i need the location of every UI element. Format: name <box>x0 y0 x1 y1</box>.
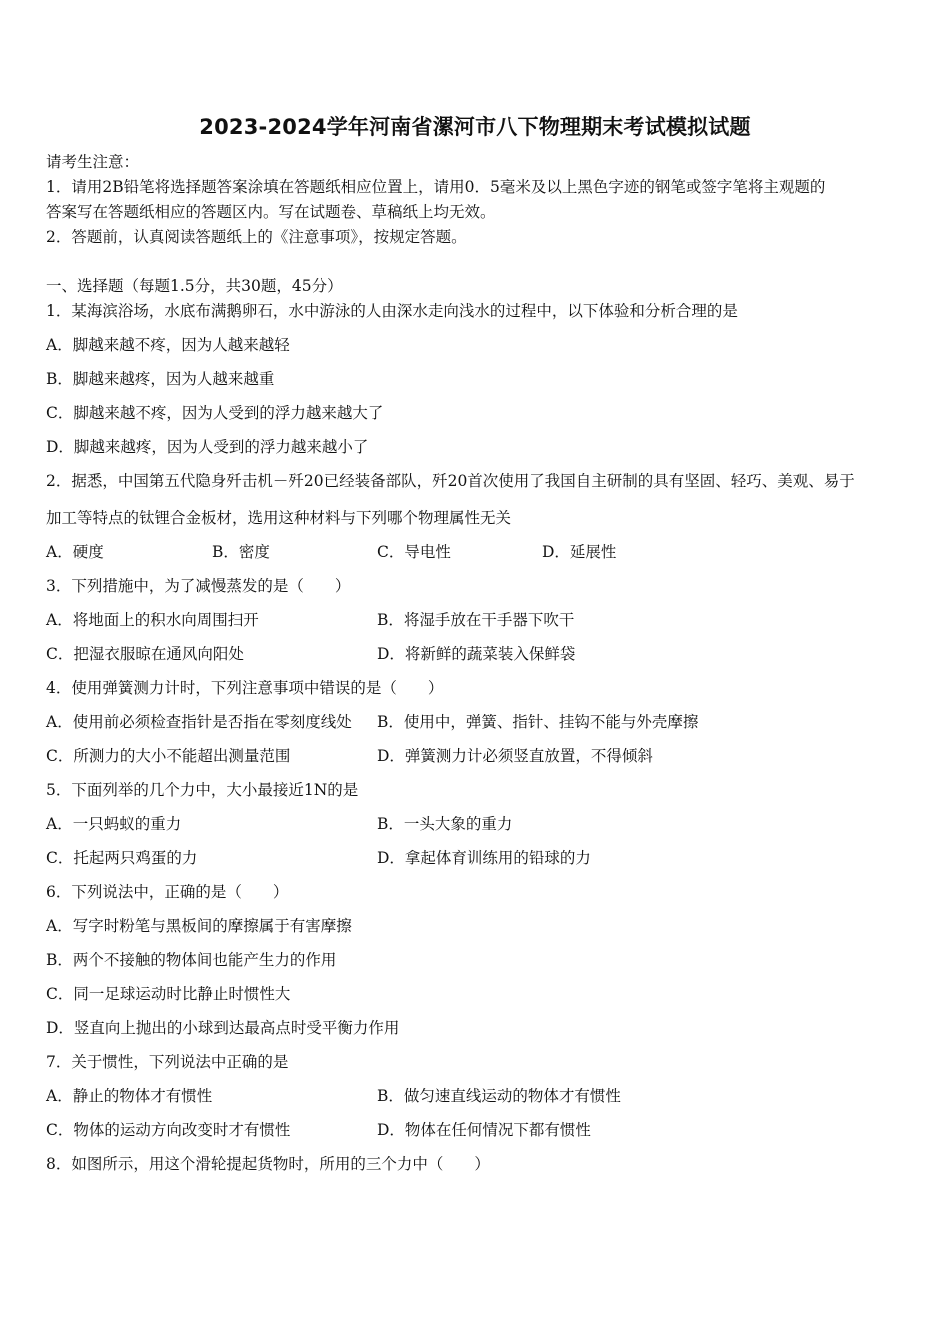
question-3-option-d: D．将新鲜的蔬菜装入保鲜袋 <box>377 645 576 663</box>
notice-item-1-line-1: 1．请用2B铅笔将选择题答案涂填在答题纸相应位置上，请用0．5毫米及以上黑色字迹的钢笔或签字笔将主观题的 <box>46 178 826 196</box>
question-2-option-a: A．硬度 <box>46 543 104 561</box>
question-3-stem: 3．下列措施中，为了减慢蒸发的是（ ） <box>46 577 351 595</box>
question-7-stem: 7．关于惯性，下列说法中正确的是 <box>46 1053 289 1071</box>
question-1-option-c: C．脚越来越不疼，因为人受到的浮力越来越大了 <box>46 404 384 422</box>
section-heading: 一、选择题（每题1.5分，共30题，45分） <box>46 277 343 295</box>
question-2-stem-continued: 加工等特点的钛锂合金板材，选用这种材料与下列哪个物理属性无关 <box>46 509 512 527</box>
question-7-option-d: D．物体在任何情况下都有惯性 <box>377 1121 591 1139</box>
question-5-option-b: B．一头大象的重力 <box>377 815 513 833</box>
question-1-stem: 1．某海滨浴场，水底布满鹅卵石，水中游泳的人由深水走向浅水的过程中，以下体验和分析合理的是 <box>46 302 738 320</box>
question-2-stem: 2．据悉，中国第五代隐身歼击机－歼20已经装备部队，歼20首次使用了我国自主研制的具有坚固、轻巧、美观、易于 <box>46 472 855 490</box>
notice-heading: 请考生注意： <box>46 153 140 171</box>
question-4-option-b: B．使用中，弹簧、指针、挂钩不能与外壳摩擦 <box>377 713 699 731</box>
question-5-option-a: A．一只蚂蚁的重力 <box>46 815 182 833</box>
question-7-option-c: C．物体的运动方向改变时才有惯性 <box>46 1121 291 1139</box>
question-8-stem: 8．如图所示，用这个滑轮提起货物时，所用的三个力中（ ） <box>46 1155 490 1173</box>
question-6-stem: 6．下列说法中，正确的是（ ） <box>46 883 289 901</box>
question-4-stem: 4．使用弹簧测力计时，下列注意事项中错误的是（ ） <box>46 679 444 697</box>
question-7-option-b: B．做匀速直线运动的物体才有惯性 <box>377 1087 621 1105</box>
question-5-option-c: C．托起两只鸡蛋的力 <box>46 849 198 867</box>
question-1-option-d: D．脚越来越疼，因为人受到的浮力越来越小了 <box>46 438 369 456</box>
exam-title: 2023-2024学年河南省漯河市八下物理期末考试模拟试题 <box>199 115 751 139</box>
question-6-option-a: A．写字时粉笔与黑板间的摩擦属于有害摩擦 <box>46 917 352 935</box>
question-2-option-c: C．导电性 <box>377 543 451 561</box>
question-3-option-a: A．将地面上的积水向周围扫开 <box>46 611 259 629</box>
question-4-option-d: D．弹簧测力计必须竖直放置，不得倾斜 <box>377 747 653 765</box>
question-3-option-b: B．将湿手放在干手器下吹干 <box>377 611 575 629</box>
question-5-stem: 5．下面列举的几个力中，大小最接近1N的是 <box>46 781 359 799</box>
question-6-option-b: B．两个不接触的物体间也能产生力的作用 <box>46 951 337 969</box>
question-2-option-d: D．延展性 <box>542 543 617 561</box>
question-1-option-a: A．脚越来越不疼，因为人越来越轻 <box>46 336 290 354</box>
question-6-option-d: D．竖直向上抛出的小球到达最高点时受平衡力作用 <box>46 1019 400 1037</box>
notice-item-2: 2．答题前，认真阅读答题纸上的《注意事项》，按规定答题。 <box>46 228 467 246</box>
question-6-option-c: C．同一足球运动时比静止时惯性大 <box>46 985 291 1003</box>
question-3-option-c: C．把湿衣服晾在通风向阳处 <box>46 645 244 663</box>
question-5-option-d: D．拿起体育训练用的铅球的力 <box>377 849 591 867</box>
question-4-option-a: A．使用前必须检查指针是否指在零刻度线处 <box>46 713 352 731</box>
question-1-option-b: B．脚越来越疼，因为人越来越重 <box>46 370 275 388</box>
question-7-option-a: A．静止的物体才有惯性 <box>46 1087 213 1105</box>
question-4-option-c: C．所测力的大小不能超出测量范围 <box>46 747 291 765</box>
question-2-option-b: B．密度 <box>212 543 270 561</box>
notice-item-1-line-2: 答案写在答题纸相应的答题区内。写在试题卷、草稿纸上均无效。 <box>46 203 496 221</box>
